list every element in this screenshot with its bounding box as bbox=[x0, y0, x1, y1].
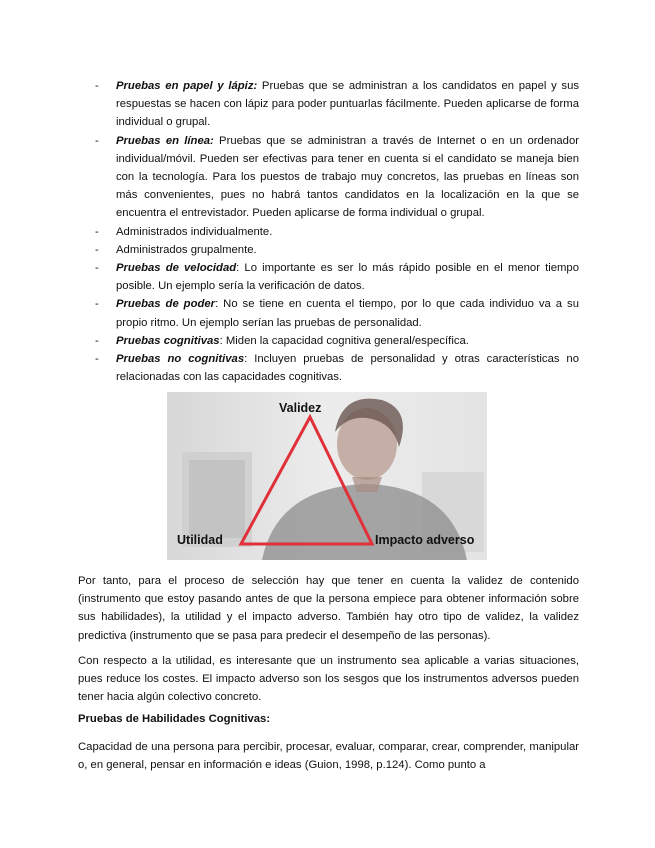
list-dash: - bbox=[95, 80, 99, 92]
test-types-list bbox=[95, 77, 579, 386]
list-text: : No se tiene en cuenta el tiempo, por lo que cada individuo va a su propio ritmo. Un ejemplo serían las pruebas de personalidad. bbox=[116, 298, 579, 329]
list-item bbox=[95, 223, 579, 241]
list-text: Pruebas que se administran a través de Internet o en un ordenador individual/móvil. Pueden ser efectivas para tener en cuenta si el candidato se maneja bien con la tecnología. Para los puestos de trabajo muy concretos, las pruebas en líneas son más convenientes, pues no habrá tantos candidatos en la localización en la que se encuentra el entrevistador. Pueden aplicarse de forma individual o grupal. bbox=[116, 134, 579, 220]
list-dash: - bbox=[95, 298, 99, 311]
triangle-label-validez: Validez bbox=[279, 401, 322, 415]
list-dash: - bbox=[95, 262, 99, 275]
list-dash: - bbox=[95, 243, 99, 256]
list-item bbox=[95, 295, 579, 331]
list-term: Pruebas de poder bbox=[116, 298, 216, 311]
list-term: Pruebas de velocidad bbox=[116, 262, 237, 275]
list-dash: - bbox=[95, 334, 99, 347]
triangle-label-impacto-adverso: Impacto adverso bbox=[375, 533, 475, 547]
list-item bbox=[95, 350, 579, 386]
paragraph: Por tanto, para el proceso de selección hay que tener en cuenta la validez de contenido (instrumento que estoy pasando antes de que la persona empiece para obtener información sobre sus habilidades), la utilidad y el impacto adverso. También hay otro tipo de validez, la validez predictiva (instrumento que se pasa para predecir el desempeño de las personas). bbox=[78, 575, 579, 642]
list-term: Pruebas no cognitivas bbox=[116, 353, 245, 366]
list-dash: - bbox=[95, 134, 99, 147]
section-heading: Pruebas de Habilidades Cognitivas: bbox=[78, 713, 271, 725]
triangle-label-utilidad: Utilidad bbox=[177, 533, 223, 547]
list-term: Pruebas cognitivas bbox=[116, 334, 220, 347]
list-text: : Miden la capacidad cognitiva general/específica. bbox=[219, 334, 469, 347]
list-text: Pruebas que se administran a los candidatos en papel y sus respuestas se hacen con lápiz para poder puntuarlas fácilmente. Pueden aplicarse de forma individual o grupal. bbox=[116, 80, 579, 129]
list-item bbox=[95, 77, 579, 132]
paragraph: Con respecto a la utilidad, es interesante que un instrumento sea aplicable a varias situaciones, pues reduce los costes. El impacto adverso son los sesgos que los instrumentos adversos pueden tener hacia algún colectivo concreto. bbox=[78, 655, 579, 704]
list-item bbox=[95, 259, 579, 295]
list-text: Administrados individualmente. bbox=[116, 225, 273, 238]
list-text: : Incluyen pruebas de personalidad y otras características no relacionadas con las capacidades cognitivas. bbox=[116, 353, 579, 384]
list-item bbox=[95, 132, 579, 223]
list-dash: - bbox=[95, 225, 99, 238]
list-term: Pruebas en papel y lápiz: bbox=[116, 80, 258, 92]
list-term: Pruebas en línea: bbox=[116, 134, 214, 147]
list-item bbox=[95, 332, 579, 350]
list-text: Administrados grupalmente. bbox=[116, 243, 257, 256]
validity-triangle-figure bbox=[167, 392, 487, 560]
paragraph: Capacidad de una persona para percibir, procesar, evaluar, comparar, crear, comprender, manipular o, en general, pensar en información e ideas (Guion, 1998, p.124). Como punto a bbox=[78, 741, 579, 772]
list-item bbox=[95, 241, 579, 259]
list-text: : Lo importante es ser lo más rápido posible en el menor tiempo posible. Un ejemplo sería la verificación de datos. bbox=[116, 262, 579, 293]
list-dash: - bbox=[95, 353, 99, 366]
